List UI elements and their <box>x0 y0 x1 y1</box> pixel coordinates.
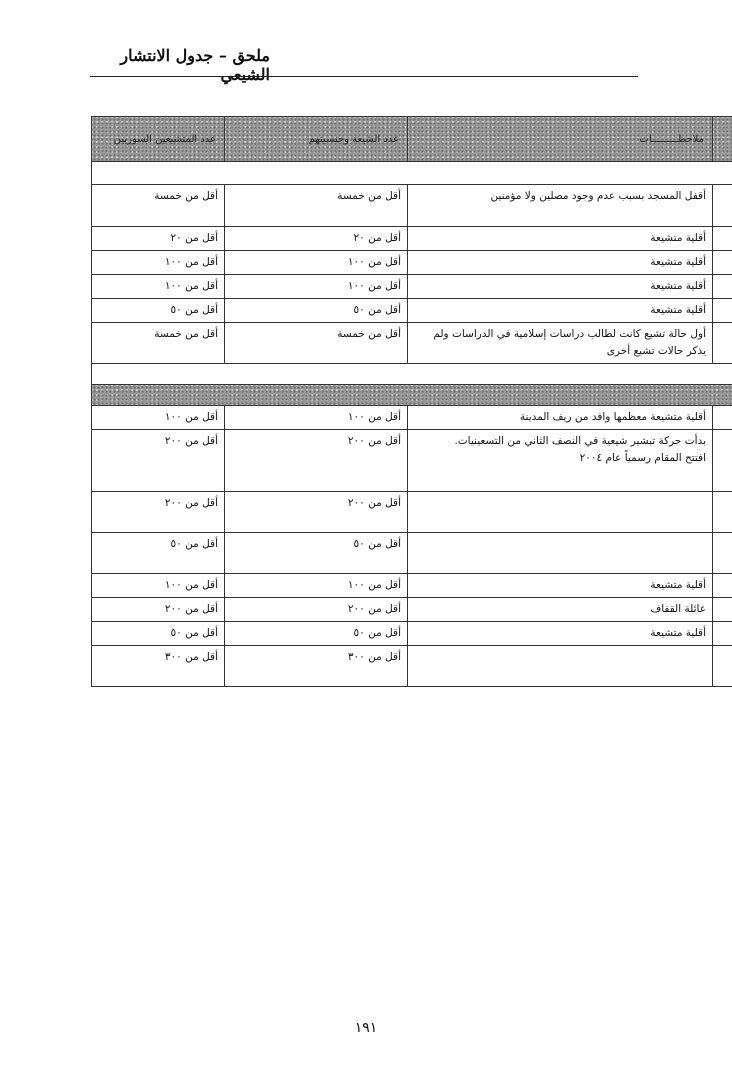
cell-notes: أقلية متشيعة <box>408 299 713 323</box>
cell-notes: أقلية متشيعة <box>408 574 713 598</box>
cell-syrian: أقل من ٢٠٠ <box>92 598 225 622</box>
cell-syrian: أقل من ١٠٠ <box>92 574 225 598</box>
cell-notes: أقلية متشيعة <box>408 227 713 251</box>
table-row <box>92 275 732 299</box>
cell-syrian: أقل من ١٠٠ <box>92 251 225 275</box>
cell-shia: أقل من ٥٠ <box>225 533 408 574</box>
section-separator <box>92 364 732 385</box>
col-header-syrian: عدد المتشيعين السوريين <box>92 117 225 162</box>
cell-notes <box>408 646 713 687</box>
cell-extra <box>713 299 732 323</box>
col-header-notes: ملاحظـــــــــات <box>408 117 713 162</box>
cell-notes: أقلية متشيعة معظمها وافد من ريف المدينة <box>408 406 713 430</box>
cell-notes: أقلية متشيعة <box>408 275 713 299</box>
cell-extra <box>713 574 732 598</box>
col-header-extra <box>713 117 732 162</box>
cell-notes: أقفل المسجد بسبب عدم وجود مصلين ولا مؤمنين <box>408 185 713 227</box>
cell-syrian: أقل من ٢٠٠ <box>92 430 225 492</box>
cell-shia: أقل من ٣٠٠ <box>225 646 408 687</box>
table-row <box>92 533 732 574</box>
cell-extra <box>713 533 732 574</box>
header-rule <box>90 76 638 77</box>
cell-shia: أقل من ٥٠ <box>225 299 408 323</box>
cell-notes-line1: بدأت حركة تبشير شيعية في النصف الثاني من التسعينيات. <box>454 435 706 447</box>
cell-extra <box>713 406 732 430</box>
section-separator <box>92 162 732 185</box>
cell-syrian: أقل من ٥٠ <box>92 533 225 574</box>
cell-extra <box>713 227 732 251</box>
table-row <box>92 299 732 323</box>
cell-extra <box>713 323 732 364</box>
cell-shia: أقل من ٥٠ <box>225 622 408 646</box>
cell-shia: أقل من ٢٠٠ <box>225 598 408 622</box>
page-number: ١٩١ <box>354 1020 378 1036</box>
cell-extra <box>713 185 732 227</box>
table-row <box>92 323 732 364</box>
table-row <box>92 598 732 622</box>
cell-shia: أقل من ١٠٠ <box>225 275 408 299</box>
cell-extra <box>713 598 732 622</box>
cell-syrian: أقل من خمسة <box>92 323 225 364</box>
table-row <box>92 185 732 227</box>
page-header-title: ملحق – جدول الانتشار الشيعي <box>120 46 270 84</box>
table-row <box>92 622 732 646</box>
cell-extra <box>713 646 732 687</box>
cell-syrian: أقل من ٣٠٠ <box>92 646 225 687</box>
table-row <box>92 227 732 251</box>
cell-notes: أقلية متشيعة <box>408 251 713 275</box>
cell-syrian: أقل من ٥٠ <box>92 299 225 323</box>
cell-notes-line2: افتتح المقام رسمياً عام ٢٠٠٤ <box>579 452 706 464</box>
cell-syrian: أقل من ١٠٠ <box>92 406 225 430</box>
cell-shia: أقل من خمسة <box>225 185 408 227</box>
cell-extra <box>713 430 732 492</box>
table-row <box>92 574 732 598</box>
table-row <box>92 646 732 687</box>
cell-extra <box>713 251 732 275</box>
cell-notes: عائلة القفاف <box>408 598 713 622</box>
table-header-row <box>92 117 732 162</box>
cell-shia: أقل من ١٠٠ <box>225 251 408 275</box>
cell-shia: أقل من ١٠٠ <box>225 406 408 430</box>
cell-extra <box>713 622 732 646</box>
cell-shia: أقل من ١٠٠ <box>225 574 408 598</box>
section-shaded-header <box>92 385 732 406</box>
table-row <box>92 406 732 430</box>
cell-shia: أقل من ٢٠ <box>225 227 408 251</box>
cell-extra <box>713 492 732 533</box>
cell-notes <box>408 533 713 574</box>
cell-syrian: أقل من ٢٠٠ <box>92 492 225 533</box>
cell-syrian: أقل من ٢٠ <box>92 227 225 251</box>
table-row <box>92 251 732 275</box>
cell-shia: أقل من ٢٠٠ <box>225 430 408 492</box>
cell-notes <box>408 430 713 492</box>
cell-shia: أقل من ٢٠٠ <box>225 492 408 533</box>
cell-syrian: أقل من خمسة <box>92 185 225 227</box>
cell-shia: أقل من خمسة <box>225 323 408 364</box>
cell-syrian: أقل من ١٠٠ <box>92 275 225 299</box>
table-row <box>92 492 732 533</box>
spread-table <box>91 116 732 687</box>
col-header-shia: عدد الشيعة وجنسيتهم <box>225 117 408 162</box>
cell-syrian: أقل من ٥٠ <box>92 622 225 646</box>
cell-extra <box>713 275 732 299</box>
cell-notes: أول حالة تشيع كانت لطالب دراسات إسلامية في الدراسات ولم يذكر حالات تشيع أخرى <box>408 323 713 364</box>
cell-notes <box>408 492 713 533</box>
table-row <box>92 430 732 492</box>
cell-notes: أقلية متشيعة <box>408 622 713 646</box>
